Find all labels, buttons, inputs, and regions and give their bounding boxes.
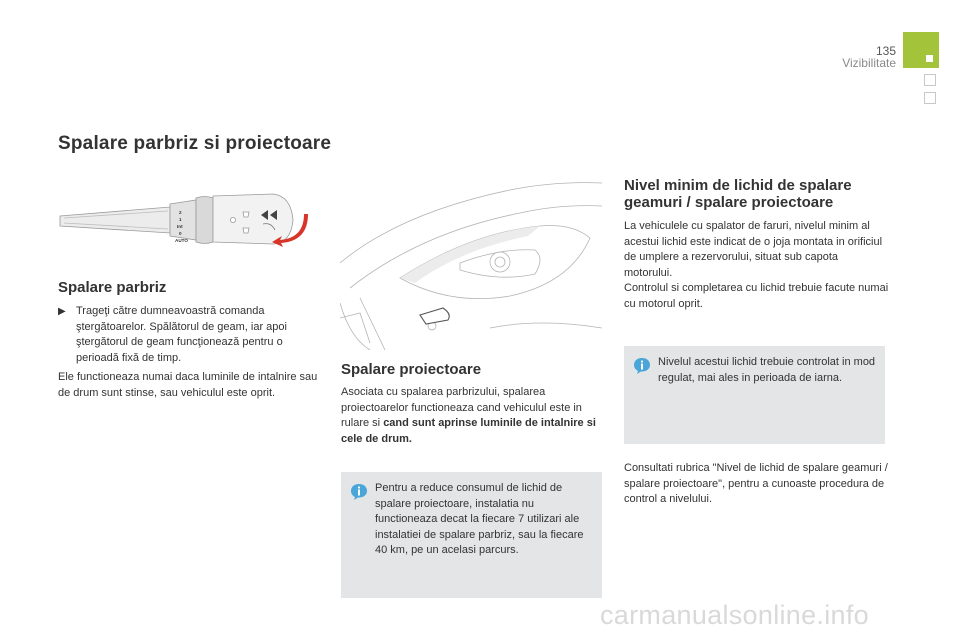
headlamp-wash-text (341, 385, 603, 447)
bullet-marker-icon: ▶ (58, 306, 66, 317)
svg-text:0: 0 (179, 231, 182, 236)
headlamp-wash-text-bold: cand sunt aprinse luminile de intalnire si cele de drum. (341, 417, 596, 445)
svg-text:AUTO: AUTO (175, 238, 188, 243)
wiper-stalk-illustration (58, 190, 308, 270)
info-text-level: Nivelul acestui lichid trebuie controlat in mod regulat, mai ales in perioada de iarna. (658, 356, 876, 384)
page-number: 135 (875, 44, 896, 58)
info-icon (350, 483, 368, 501)
min-level-text-1: La vehiculele cu spalator de faruri, nivelul minim al acestui lichid este indicat de o joja montata in orificiul de umplere a rezervorului, situat sub capota motorului. (624, 220, 883, 279)
info-text-headlamp: Pentru a reduce consumul de lichid de spalare proiectoare, instalatia nu functioneaza decat la fiecare 7 utilizari ale instalatiei de spalare parbriz, sau la fiecare 40 km, pe un acelasi parcurs. (375, 482, 584, 556)
svg-text:Int: Int (177, 224, 183, 229)
info-box-headlamp (341, 472, 602, 598)
headlamp-illustration (340, 178, 602, 350)
windscreen-wash-step-text: Trageţi către dumneavoastră comanda ştergătoarelor. Spălătorul de geam, iar apoi ştergătorul de geam funcţionează pentru o perioadă fixă de timp. (76, 305, 287, 364)
tab-marker (926, 55, 933, 62)
windscreen-wash-heading: Spalare parbriz (58, 279, 167, 296)
washer-nozzle-icon (420, 308, 449, 324)
headlamp-wash-text-start: Asociata cu spalarea parbrizului, spalarea proiectoarelor functioneaza cand vehiculul este in rulare si (341, 386, 582, 429)
svg-text:1: 1 (179, 217, 182, 222)
windscreen-wash-note: Ele functioneaza numai daca luminile de intalnire sau de drum sunt stinse, sau vehiculul este oprit. (58, 371, 318, 399)
min-level-heading: Nivel minim de lichid de spalare geamuri / spalare proiectoare (624, 177, 852, 211)
min-level-consult: Consultati rubrica "Nivel de lichid de spalare geamuri / spalare proiectoare", pentru a cunoaste procedura de control a nivelului. (624, 462, 888, 505)
headlamp-drawing (340, 183, 602, 350)
page-title: Spalare parbriz si proiectoare (58, 133, 332, 154)
nav-square-2[interactable] (924, 92, 936, 104)
nav-square-1[interactable] (924, 74, 936, 86)
info-box-level (624, 346, 885, 444)
section-tab[interactable] (903, 32, 939, 68)
section-label: Vizibilitate (842, 56, 896, 70)
wiper-stalk-drawing (60, 194, 293, 244)
headlamp-wash-heading: Spalare proiectoare (341, 361, 482, 378)
svg-text:2: 2 (179, 210, 182, 215)
watermark: carmanualsonline.info (600, 600, 869, 630)
min-level-text (624, 219, 889, 312)
windscreen-wash-step (58, 304, 323, 366)
min-level-text-2: Controlul si completarea cu lichid trebuie facute numai cu motorul oprit. (624, 282, 889, 310)
info-icon (633, 357, 651, 375)
